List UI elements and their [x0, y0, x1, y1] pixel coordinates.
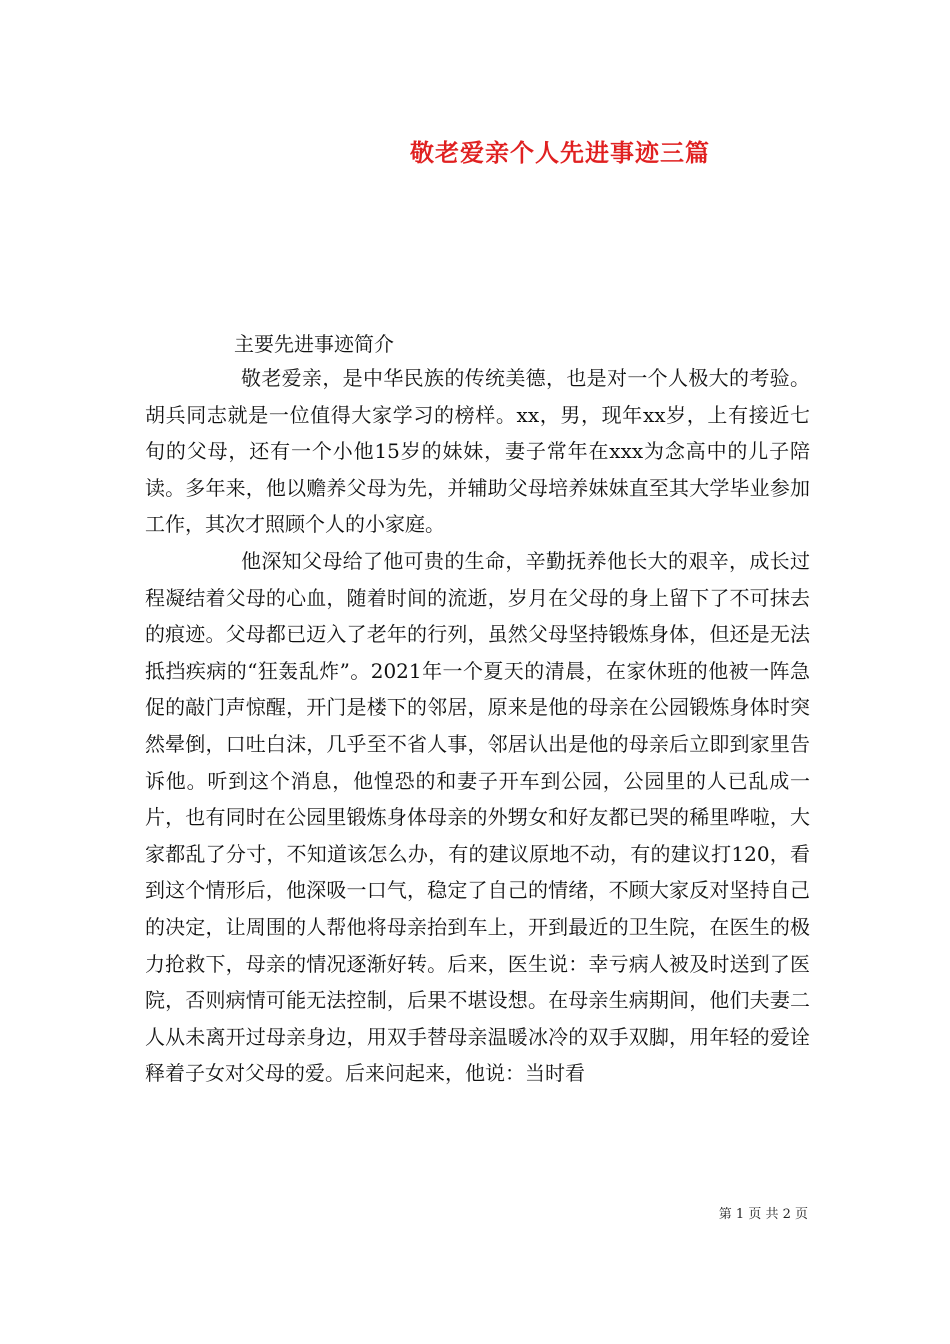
document-title: 敬老爱亲个人先进事迹三篇 — [410, 138, 710, 167]
page-footer — [719, 1203, 808, 1222]
section-heading: 主要先进事迹简介 — [234, 332, 394, 356]
body-paragraph-2: 他深知父母给了他可贵的生命，辛勤抚养他长大的艰辛，成长过程凝结着父母的心血，随着时间的流逝，岁月在父母的身上留下了不可抹去的痕迹。父母都已迈入了老年的行列，虽然父母坚持锻炼身体，但还是无法抵挡疾病的“狂轰乱炸”。2021年一个夏天的清晨，在家休班的他被一阵急促的敲门声惊醒，开门是楼下的邻居，原来是他的母亲在公园锻炼身体时突然晕倒，口吐白沫，几乎至不省人事，邻居认出是他的母亲后立即到家里告诉他。听到这个消息，他惶恐的和妻子开车到公园，公园里的人已乱成一片，也有同时在公园里锻炼身体母亲的外甥女和好友都已哭的稀里哗啦，大家都乱了分寸，不知道该怎么办，有的建议原地不动，有的建议打120，看到这个情形后，他深吸一口气，稳定了自己的情绪，不顾大家反对坚持自己的决定，让周围的人帮他将母亲抬到车上，开到最近的卫生院，在医生的极力抢救下，母亲的情况逐渐好转。后来，医生说：幸亏病人被及时送到了医院，否则病情可能无法控制，后果不堪设想。在母亲生病期间，他们夫妻二人从未离开过母亲身边，用双手替母亲温暖冰冷的双手双脚，用年轻的爱诠释着子女对父母的爱。后来问起来，他说：当时看 — [145, 549, 810, 1086]
page-number-label: 第 1 页 共 2 页 — [718, 1207, 808, 1222]
body-paragraph-1: 敬老爱亲，是中华民族的传统美德，也是对一个人极大的考验。胡兵同志就是一位值得大家学习的榜样。xx，男，现年xx岁，上有接近七旬的父母，还有一个小他15岁的妹妹，妻子常年在xxx为念高中的儿子陪读。多年来，他以赡养父母为先，并辅助父母培养妹妹直至其大学毕业参加工作，其次才照顾个人的小家庭。 — [145, 366, 810, 537]
